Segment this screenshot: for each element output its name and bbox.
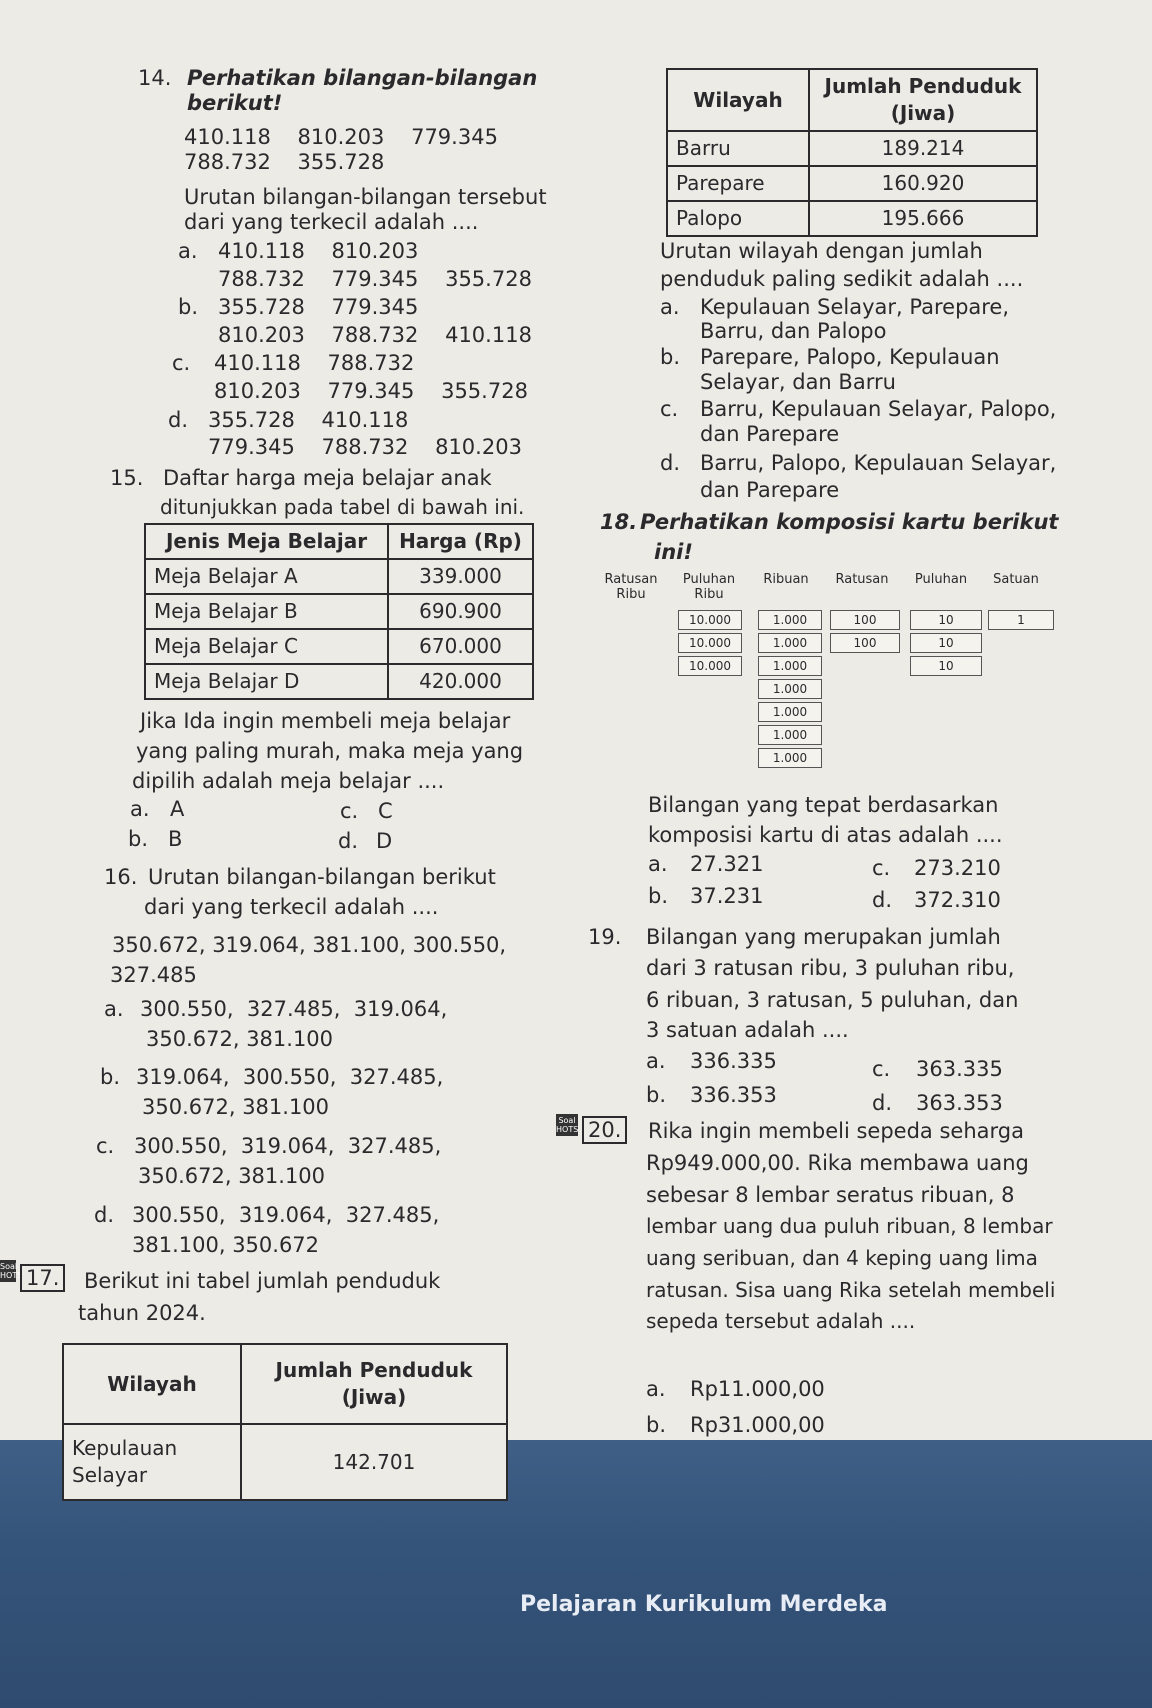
card-1000: 1.000	[758, 748, 822, 768]
card-100: 100	[830, 610, 900, 630]
card-10000: 10.000	[678, 633, 742, 653]
table-cell-count: 189.214	[809, 131, 1037, 166]
q19-text-4: 3 satuan adalah ....	[646, 1018, 849, 1042]
table-cell-desk: Meja Belajar B	[145, 594, 388, 629]
q14-option-b-line2: 810.203 788.732 410.118	[218, 323, 532, 347]
q14-option-b-line1: 355.728 779.345	[218, 295, 419, 319]
place-value-head-ones: Satuan	[993, 572, 1039, 587]
q17-text-2: tahun 2024.	[78, 1301, 206, 1325]
q14-option-c-letter[interactable]: c.	[172, 351, 191, 375]
q17-option-d-letter[interactable]: d.	[660, 451, 681, 475]
q17-option-d-line2: dan Parepare	[700, 478, 840, 502]
table-cell-region: Palopo	[667, 201, 809, 236]
q18-number: 18.	[600, 510, 638, 534]
q18-option-a-letter[interactable]: a.	[648, 852, 668, 876]
table-cell-region-2: Selayar	[72, 1463, 148, 1487]
q17-option-c-letter[interactable]: c.	[660, 397, 679, 421]
q18-ask: Bilangan yang tepat berdasarkan	[648, 793, 999, 817]
hots-badge-line2: HOTS	[556, 1125, 579, 1134]
table-cell-desk: Meja Belajar A	[145, 559, 388, 594]
hots-badge	[556, 1114, 578, 1136]
q18-option-b-letter[interactable]: b.	[648, 884, 669, 908]
population-table-header-count	[241, 1344, 507, 1424]
q20-option-b-text: Rp31.000,00	[690, 1413, 825, 1437]
card-10000: 10.000	[678, 610, 742, 630]
q16-option-c-line2: 350.672, 381.100	[138, 1164, 326, 1188]
table-cell-region: Parepare	[667, 166, 809, 201]
card-1000: 1.000	[758, 679, 822, 699]
table-cell-count: 142.701	[241, 1424, 507, 1500]
q19-option-a-letter[interactable]: a.	[646, 1049, 666, 1073]
place-value-head-ten-thousands-1: Puluhan	[682, 572, 736, 587]
q15-ask: Jika Ida ingin membeli meja belajar	[140, 709, 511, 733]
q15-question: Daftar harga meja belajar anak	[163, 466, 492, 490]
q15-option-a-letter[interactable]: a.	[130, 797, 150, 821]
q16-question: Urutan bilangan-bilangan berikut	[148, 865, 496, 889]
q19-option-c-letter[interactable]: c.	[872, 1057, 891, 1081]
q19-text-2: dari 3 ratusan ribu, 3 puluhan ribu,	[646, 956, 1015, 980]
q19-option-c-text: 363.335	[916, 1057, 1003, 1081]
q17-option-c-line2: dan Parepare	[700, 422, 840, 446]
q18-ask-2: komposisi kartu di atas adalah ....	[648, 823, 1003, 847]
card-100: 100	[830, 633, 900, 653]
card-10: 10	[910, 656, 982, 676]
q16-option-d-letter[interactable]: d.	[94, 1203, 115, 1227]
q16-option-a-line2: 350.672, 381.100	[146, 1027, 334, 1051]
q15-option-b-letter[interactable]: b.	[128, 827, 149, 851]
table-row	[145, 594, 533, 629]
hots-badge-line1: Soal	[0, 1262, 18, 1271]
card-1: 1	[988, 610, 1054, 630]
q17-text-1: Berikut ini tabel jumlah penduduk	[84, 1269, 441, 1293]
q17-option-b-letter[interactable]: b.	[660, 345, 681, 369]
card-1000: 1.000	[758, 633, 822, 653]
table-row	[667, 166, 1037, 201]
q16-question-2: dari yang terkecil adalah ....	[144, 895, 439, 919]
q16-option-a-line1: 300.550, 327.485, 319.064,	[140, 997, 448, 1021]
table-cell-region	[63, 1424, 241, 1500]
q16-number: 16.	[104, 865, 138, 889]
q16-option-c-line1: 300.550, 319.064, 327.485,	[134, 1134, 442, 1158]
q19-option-b-text: 336.353	[690, 1083, 777, 1107]
q15-option-c-text: C	[378, 799, 393, 823]
hots-badge	[0, 1260, 23, 1282]
place-value-head-hundred-thousands-2: Ribu	[616, 587, 646, 602]
table-row	[667, 131, 1037, 166]
q19-text-3: 6 ribuan, 3 ratusan, 5 puluhan, dan	[646, 988, 1019, 1012]
q17-option-a-letter[interactable]: a.	[660, 295, 680, 319]
q17-option-d-line1: Barru, Palopo, Kepulauan Selayar,	[700, 451, 1057, 475]
q18-title: Perhatikan komposisi kartu berikut	[640, 510, 1059, 534]
q17-question: Urutan wilayah dengan jumlah	[660, 239, 983, 263]
q20-text-6: ratusan. Sisa uang Rika setelah membeli	[646, 1278, 1056, 1302]
q16-option-b-letter[interactable]: b.	[100, 1065, 121, 1089]
q17-option-b-line2: Selayar, dan Barru	[700, 370, 896, 394]
q19-number: 19.	[588, 925, 622, 949]
q14-title: Perhatikan bilangan-bilangan	[187, 66, 538, 90]
table-row	[63, 1424, 507, 1500]
place-value-head-tens: Puluhan	[914, 572, 968, 587]
q15-number: 15.	[110, 466, 144, 490]
card-10: 10	[910, 610, 982, 630]
place-value-head-ten-thousands	[679, 572, 739, 602]
q19-option-a-text: 336.335	[690, 1049, 777, 1073]
table-cell-desk: Meja Belajar C	[145, 629, 388, 664]
q20-text-5: uang seribuan, dan 4 keping uang lima	[646, 1246, 1038, 1270]
q17-option-c-line1: Barru, Kepulauan Selayar, Palopo,	[700, 397, 1057, 421]
table-cell-price: 670.000	[388, 629, 533, 664]
table-row	[145, 664, 533, 699]
card-1000: 1.000	[758, 656, 822, 676]
card-1000: 1.000	[758, 610, 822, 630]
q19-option-b-letter[interactable]: b.	[646, 1083, 667, 1107]
table-row	[667, 201, 1037, 236]
q18-option-d-text: 372.310	[914, 888, 1001, 912]
q17-question-2: penduduk paling sedikit adalah ....	[660, 267, 1024, 291]
q20-option-b-letter[interactable]: b.	[646, 1413, 667, 1437]
table-cell-count: 160.920	[809, 166, 1037, 201]
q17-option-b-line1: Parepare, Palopo, Kepulauan	[700, 345, 1000, 369]
q15-question-2: ditunjukkan pada tabel di bawah ini.	[160, 495, 525, 519]
card-10000: 10.000	[678, 656, 742, 676]
place-value-head-hundreds: Ratusan	[835, 572, 889, 587]
population-table-header-count-1: Jumlah Penduduk	[275, 1358, 473, 1382]
q20-text-2: Rp949.000,00. Rika membawa uang	[646, 1151, 1029, 1175]
hots-badge-line1: Soal	[558, 1116, 576, 1125]
q16-option-d-line1: 300.550, 319.064, 327.485,	[132, 1203, 440, 1227]
q15-ask-3: dipilih adalah meja belajar ....	[132, 769, 445, 793]
q16-option-b-line1: 319.064, 300.550, 327.485,	[136, 1065, 444, 1089]
q17-option-a-line2: Barru, dan Palopo	[700, 319, 887, 343]
q15-option-d-letter[interactable]: d.	[338, 829, 359, 853]
place-value-head-hundred-thousands-1: Ratusan	[604, 572, 658, 587]
table-cell-count: 195.666	[809, 201, 1037, 236]
q19-option-d-letter[interactable]: d.	[872, 1091, 893, 1115]
q20-option-a-letter[interactable]: a.	[646, 1377, 666, 1401]
q14-option-c-line1: 410.118 788.732	[214, 351, 415, 375]
q16-option-b-line2: 350.672, 381.100	[142, 1095, 330, 1119]
table-row	[145, 559, 533, 594]
q14-option-d-line1: 355.728 410.118	[208, 408, 409, 432]
q14-option-a-line2: 788.732 779.345 355.728	[218, 267, 532, 291]
table-cell-region: Barru	[667, 131, 809, 166]
population-table-right	[666, 68, 1038, 237]
q18-title-2: ini!	[654, 540, 693, 564]
population-table-header-region: Wilayah	[63, 1344, 241, 1424]
q18-option-a-text: 27.321	[690, 852, 764, 876]
q14-option-b-letter[interactable]: b.	[178, 295, 199, 319]
table-cell-price: 339.000	[388, 559, 533, 594]
card-10: 10	[910, 633, 982, 653]
table-cell-price: 690.900	[388, 594, 533, 629]
q16-numbers-1: 350.672, 319.064, 381.100, 300.550,	[112, 933, 507, 957]
q18-option-c-text: 273.210	[914, 856, 1001, 880]
desk-price-table	[144, 523, 534, 700]
place-value-head-thousands: Ribuan	[763, 572, 809, 587]
q14-question: Urutan bilangan-bilangan tersebut	[184, 185, 547, 209]
q14-option-a-line1: 410.118 810.203	[218, 239, 419, 263]
q20-text-3: sebesar 8 lembar seratus ribuan, 8	[646, 1183, 1015, 1207]
q16-option-c-letter[interactable]: c.	[96, 1134, 115, 1158]
population-table-left	[62, 1343, 508, 1501]
table-row	[145, 629, 533, 664]
q19-option-d-text: 363.353	[916, 1091, 1003, 1115]
q14-numbers-2: 788.732 355.728	[184, 150, 385, 174]
q15-ask-2: yang paling murah, maka meja yang	[136, 739, 524, 763]
q15-option-a-text: A	[170, 797, 185, 821]
q14-option-a-letter[interactable]: a.	[178, 239, 198, 263]
q19-text-1: Bilangan yang merupakan jumlah	[646, 925, 1001, 949]
population-table-header-count-2: (Jiwa)	[890, 101, 956, 125]
card-1000: 1.000	[758, 702, 822, 722]
q18-option-c-letter[interactable]: c.	[872, 856, 891, 880]
q16-option-d-line2: 381.100, 350.672	[132, 1233, 320, 1257]
q14-option-d-line2: 779.345 788.732 810.203	[208, 435, 522, 459]
population-table-header-region: Wilayah	[667, 69, 809, 131]
table-cell-region-1: Kepulauan	[72, 1436, 178, 1460]
q14-option-c-line2: 810.203 779.345 355.728	[214, 379, 528, 403]
population-table-header-count	[809, 69, 1037, 131]
q16-option-a-letter[interactable]: a.	[104, 997, 124, 1021]
q17-number: 17.	[20, 1264, 65, 1292]
table-cell-desk: Meja Belajar D	[145, 664, 388, 699]
population-table-header-count-1: Jumlah Penduduk	[824, 74, 1022, 98]
footer-text: Pelajaran Kurikulum Merdeka	[520, 1592, 888, 1617]
q18-option-b-text: 37.231	[690, 884, 764, 908]
q16-numbers-2: 327.485	[110, 963, 197, 987]
place-value-head-ten-thousands-2: Ribu	[694, 587, 724, 602]
hots-badge-line2: HOTS	[0, 1271, 23, 1280]
table-cell-price: 420.000	[388, 664, 533, 699]
q14-title-2: berikut!	[187, 91, 283, 115]
desk-table-header-type: Jenis Meja Belajar	[145, 524, 388, 559]
q18-option-d-letter[interactable]: d.	[872, 888, 893, 912]
population-table-header-count-2: (Jiwa)	[341, 1385, 407, 1409]
q17-option-a-line1: Kepulauan Selayar, Parepare,	[700, 295, 1010, 319]
desk-table-header-price: Harga (Rp)	[388, 524, 533, 559]
q20-number: 20.	[582, 1116, 627, 1144]
q14-question-2: dari yang terkecil adalah ....	[184, 210, 479, 234]
q14-numbers-1: 410.118 810.203 779.345	[184, 125, 498, 149]
q20-option-a-text: Rp11.000,00	[690, 1377, 825, 1401]
q15-option-c-letter[interactable]: c.	[340, 799, 359, 823]
q20-text-4: lembar uang dua puluh ribuan, 8 lembar	[646, 1214, 1053, 1238]
q15-option-b-text: B	[168, 827, 183, 851]
q15-option-d-text: D	[376, 829, 393, 853]
place-value-head-hundred-thousands	[603, 572, 659, 602]
q20-text-7: sepeda tersebut adalah ....	[646, 1309, 916, 1333]
q14-number: 14.	[138, 66, 172, 90]
q20-text-1: Rika ingin membeli sepeda seharga	[648, 1119, 1024, 1143]
q14-option-d-letter[interactable]: d.	[168, 408, 189, 432]
card-1000: 1.000	[758, 725, 822, 745]
